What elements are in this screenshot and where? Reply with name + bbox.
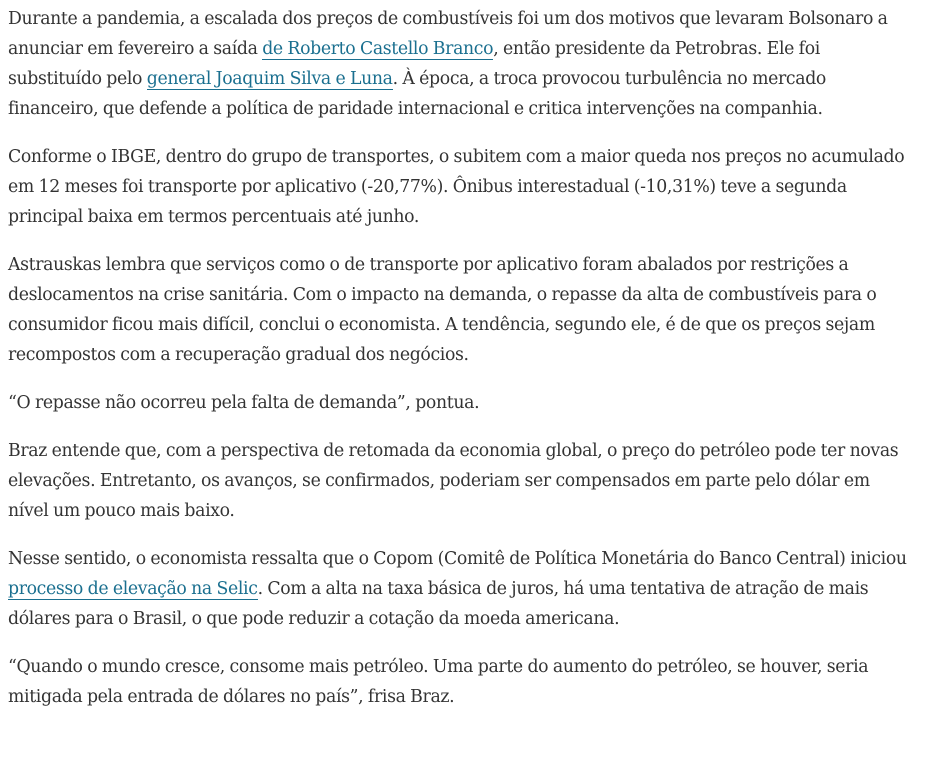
link-general-joaquim-silva-e-luna[interactable]: general Joaquim Silva e Luna bbox=[146, 69, 393, 89]
paragraph-text: . À época, a troca provocou turbulência no mercado financeiro, que defende a política de paridade internacional e critica intervenções na companhia. bbox=[8, 69, 826, 119]
paragraph-text: , então presidente da Petrobras. Ele foi substituído pelo bbox=[8, 39, 820, 89]
paragraph-text: Nesse sentido, o economista ressalta que o Copom (Comitê de Política Monetária do Banco Central) iniciou bbox=[8, 549, 907, 569]
link-processo-elevacao-selic[interactable]: processo de elevação na Selic bbox=[8, 579, 258, 599]
paragraph-astrauskas: Astrauskas lembra que serviços como o de transporte por aplicativo foram abalados por restrições a deslocamentos na crise sanitária. Com o impacto na demanda, o repasse da alta de combustíveis para o consumidor ficou mais difícil, conclui o economista. A tendência, segundo ele, é de que os preços sejam recompostos com a recuperação gradual dos negócios. bbox=[8, 255, 877, 365]
paragraph-copom bbox=[8, 544, 913, 634]
paragraph-quote-repasse: “O repasse não ocorreu pela falta de demanda”, pontua. bbox=[8, 393, 480, 413]
paragraph-quote-mundo: “Quando o mundo cresce, consome mais petróleo. Uma parte do aumento do petróleo, se houver, seria mitigada pela entrada de dólares no país”, frisa Braz. bbox=[8, 657, 869, 707]
paragraph-text: Durante a pandemia, a escalada dos preços de combustíveis foi um dos motivos que levaram Bolsonaro a anunciar em fevereiro a saída bbox=[8, 9, 888, 59]
paragraph-petrobras bbox=[8, 4, 913, 124]
paragraph-braz: Braz entende que, com a perspectiva de retomada da economia global, o preço do petróleo pode ter novas elevações. Entretanto, os avanços, se confirmados, poderiam ser compensados em parte pelo dólar em nível um pouco mais baixo. bbox=[8, 441, 899, 521]
link-roberto-castello-branco[interactable]: de Roberto Castello Branco bbox=[262, 39, 494, 59]
paragraph-text: . Com a alta na taxa básica de juros, há uma tentativa de atração de mais dólares para o Brasil, o que pode reduzir a cotação da moeda americana. bbox=[8, 579, 869, 629]
paragraph-ibge: Conforme o IBGE, dentro do grupo de transportes, o subitem com a maior queda nos preços no acumulado em 12 meses foi transporte por aplicativo (-20,77%). Ônibus interestadual (-10,31%) teve a segunda principal baixa em termos percentuais até junho. bbox=[8, 147, 905, 227]
